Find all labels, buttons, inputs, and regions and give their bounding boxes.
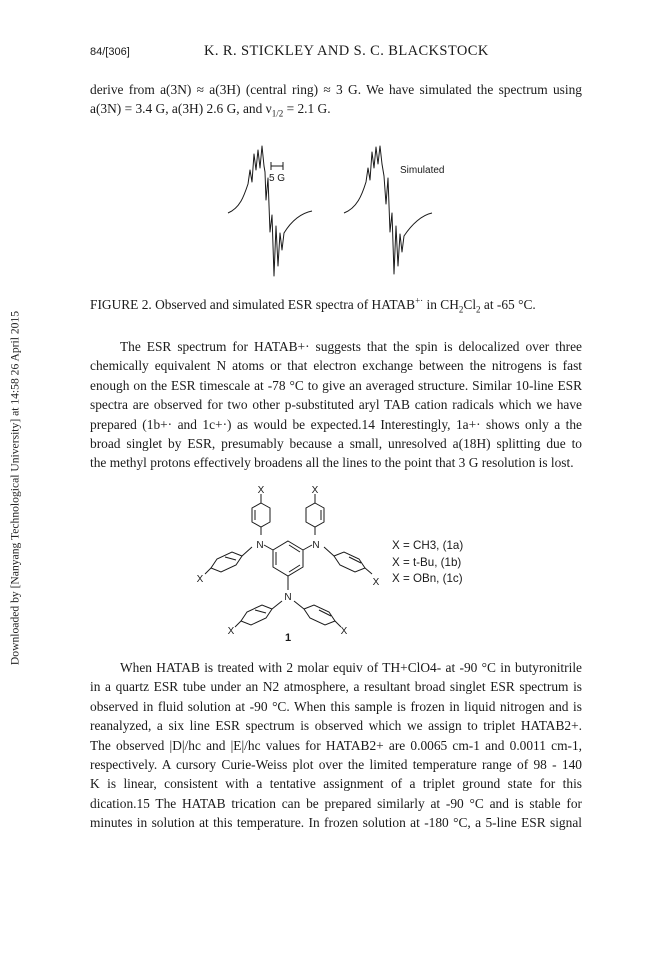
paragraph-2-line: spectra are observed for two other p-substituted aryl TAB cation radicals which we have — [90, 397, 582, 413]
download-stamp-text: Downloaded by [Nanyang Technological University] at 14:58 26 April 2015 — [8, 310, 22, 666]
paragraph-3-line: dication.15 The HATAB trication can be prepared similarly at -90 °C and is stable for — [90, 795, 582, 811]
simulated-label: Simulated — [400, 165, 445, 176]
paragraph-3-line: respectively. A cursory Curie-Weiss plot over the limited temperature range of 98 - 140 — [90, 757, 582, 773]
scale-bar-label: 5 G — [268, 173, 286, 184]
substituent-x-label: X — [227, 626, 235, 637]
aryl-ring-bottom-left — [241, 605, 272, 625]
substituent-x-label: X — [311, 485, 319, 496]
substituent-x-label: X — [257, 485, 265, 496]
paragraph-2-line: the methyl protons effectively broadens all the lines to the point that 3 G resolution is lost. — [90, 455, 574, 471]
paragraph-2-line: broad singlet by ESR, presumably because a small, unresolved a(18H) splitting due to — [90, 436, 582, 452]
paragraph-3-line: The observed |D|/hc and |E|/hc values for HATAB2+ are 0.0065 cm-1 and 0.0011 cm-1, — [90, 737, 582, 753]
page-number: 84/[306] — [90, 46, 130, 58]
paragraph-3-line: in a quartz ESR tube under an N2 atmosphere, a resultant broad singlet ESR spectrum is — [90, 679, 582, 695]
paragraph-2-line: enough on the ESR timescale at -78 °C to give an averaged structure. Similar 10-line ESR — [90, 377, 582, 393]
central-ring — [273, 541, 303, 576]
definition-1b: X = t-Bu, (1b) — [392, 555, 462, 569]
aryl-ring-right — [334, 552, 365, 572]
definition-1c: X = OBn, (1c) — [392, 572, 463, 586]
nitrogen-label: N — [284, 592, 292, 603]
definition-1a: X = CH3, (1a) — [392, 539, 464, 552]
compound-number: 1 — [284, 632, 292, 644]
paragraph-1-line-1: derive from a(3N) ≈ a(3H) (central ring) ≈ 3 G. We have simulated the spectrum using — [90, 82, 582, 97]
paragraph-2-line: chemically equivalent N atoms or that electron exchange between the nitrogens is fast — [90, 358, 582, 374]
paragraph-2-line: The ESR spectrum for HATAB+· suggests that the spin is delocalized over three — [120, 339, 582, 354]
paragraph-2-line: prepared (1b+· and 1c+·) as would be expected.14 Interestingly, 1a+· shows only a the — [90, 416, 582, 432]
paragraph-3-line: When HATAB is treated with 2 molar equiv of TH+ClO4- at -90 °C in butyronitrile — [120, 660, 582, 675]
aryl-ring-left — [211, 552, 242, 572]
nitrogen-label: N — [256, 540, 264, 551]
aryl-ring-bottom-right — [304, 605, 335, 625]
paragraph-3 — [90, 658, 582, 833]
substituent-definitions — [392, 538, 463, 588]
paragraph-3-line: observed in fluid solution at -90 °C. When this sample is frozen in liquid nitrogen and is — [90, 698, 582, 714]
substituent-x-label: X — [340, 626, 348, 637]
figure-2-caption: FIGURE 2. Observed and simulated ESR spectra of HATAB+· in $CH_2Cl_2$ at -65 °C. — [90, 295, 536, 315]
paragraph-3-line: reanalyzed, a six line ESR spectrum is observed which we assign to triplet HATAB2+. — [90, 718, 582, 734]
nitrogen-label: N — [312, 540, 320, 551]
paragraph-3-line: minutes in solution at this temperature. In frozen solution at -180 °C, a 5-line ESR signal — [90, 815, 582, 831]
substituent-x-label: X — [196, 574, 204, 585]
paragraph-3-line: K is linear, consistent with a tentative assignment of a triplet ground state for this — [90, 776, 582, 792]
paragraph-1-line-2: a(3N) = 3.4 G, a(3H) 2.6 G, and $\nu_{1/2} = 2.1$ G. — [90, 101, 331, 120]
substituent-x-label: X — [372, 577, 380, 588]
running-header-authors: K. R. STICKLEY AND S. C. BLACKSTOCK — [204, 43, 489, 59]
